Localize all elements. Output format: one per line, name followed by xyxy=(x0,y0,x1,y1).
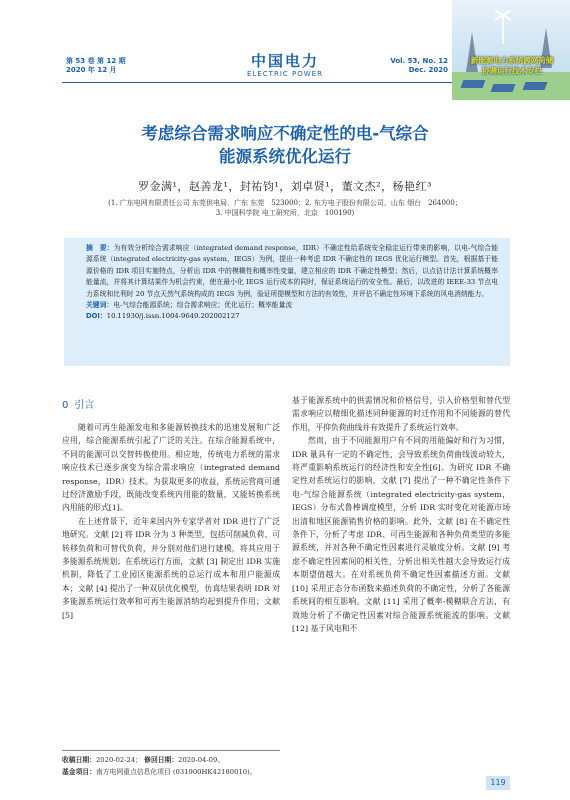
paragraph: 基于能源系统中的供需情况和价格信号，引入价格型和替代型需求响应以精细化描述同种能源的时迁作用和不同能源的替代作用，平抑负荷曲线并有效提升了系统运行效率。 xyxy=(292,396,510,432)
keywords-label: 关键词： xyxy=(86,301,114,310)
page-number: 119 xyxy=(486,776,510,790)
doi-link[interactable]: 10.11930/j.issn.1004-9649.202002127 xyxy=(106,312,240,321)
journal-volume-info-en xyxy=(388,57,448,75)
footnote-fund xyxy=(62,766,292,778)
abstract-block xyxy=(86,243,498,323)
revised-date: 2020-04-09。 xyxy=(178,756,225,764)
footnote-dates xyxy=(62,754,292,766)
header-divider xyxy=(62,82,512,83)
left-column xyxy=(62,396,280,622)
received-label: 收稿日期： xyxy=(62,756,96,764)
publish-date: 2020 年 12 月 xyxy=(66,66,117,74)
paragraph: 随着可再生能源发电和多能源转换技术的迅速发展和广泛应用，综合能源系统引起了广泛的关注。在综合能源系统中，不同的能源可以交替转换使用。相应地，传统电力系统的需求响应技术已逐步演变为综合需求响应（integrated demand response，IDR）技术。为获取更多的收益，系统运营商可通过经济激励手段，既能改变系统内用能的数量，又能转换系统内用能的形式[1]。 xyxy=(62,423,280,513)
footnote-divider xyxy=(62,750,280,751)
banner-line-1: 新能源电力系统源网荷储 xyxy=(470,56,554,65)
keywords-value: 电-气综合能源系统；综合需求响应；优化运行；概率能量流 xyxy=(113,301,293,310)
affiliation-line-2: 3. 中国科学院 电工研究所，北京 100190) xyxy=(215,209,355,217)
solar-panel-icon xyxy=(523,82,548,90)
footnote xyxy=(62,754,292,778)
received-date: 2020-02-24； xyxy=(95,756,142,764)
journal-title: 中国电力 xyxy=(250,52,319,70)
abstract-text xyxy=(86,243,498,300)
volume-issue-en: Vol. 53, No. 12 xyxy=(390,57,448,65)
journal-title-en: ELECTRIC POWER xyxy=(247,70,323,78)
volume-issue: 第 53 卷 第 12 期 xyxy=(66,57,126,65)
doi-label: DOI： xyxy=(86,312,107,321)
affiliations xyxy=(70,198,500,218)
fund-label: 基金项目： xyxy=(62,768,96,776)
keywords xyxy=(86,300,498,311)
right-column xyxy=(292,394,510,635)
affiliation-line-1: (1. 广东电网有限责任公司 东莞供电局，广东 东莞 523000；2. 东方电子股份有限公司，山东 烟台 264000； xyxy=(108,199,462,207)
abstract-label: 摘 要： xyxy=(86,244,114,252)
doi xyxy=(86,311,498,322)
revised-label: 修回日期： xyxy=(144,756,179,764)
column-banner-image xyxy=(452,0,570,100)
abstract-body: 为有效分析综合需求响应（integrated demand response，IDR）不确定性给系统安全稳定运行带来的影响，以电-气综合能源系统（integrated electricity-gas system，IEGS）为例，提出一种考虑 IDR 不确定性的 IEGS 优化运行模型。首先，根据基于能源价格的 IDR 项目实施特点，分析出 IDR 中的模糊性和概率性变量，建立相应的 IDR 不确定性模型；然后，以点估计法计算系统概率能量流，并将其计算结果作为机会约束，使在最小化 IEGS 运行成本的同时，保证系统运行的安全性。最后，以改进的 IEEE-33 节点电力系统和比利时 20 节点天然气系统构成的 IEGS 为例，验证所提模型和方法的有效性，并评估不确定性环境下系统的风电消纳能力。 xyxy=(86,244,498,298)
title-line-2: 能源系统优化运行 xyxy=(219,147,351,166)
section-heading-introduction xyxy=(62,396,280,411)
paper-title xyxy=(0,122,570,168)
publish-date-en: Dec. 2020 xyxy=(408,66,448,74)
solar-panel-icon xyxy=(491,84,516,92)
solar-panel-icon xyxy=(461,80,486,88)
paragraph: 在上述背景下，近年来国内外专家学者对 IDR 进行了广泛地研究。文献 [2] 将 IDR 分为 3 种类型，包括可削减负荷、可转移负荷和可替代负荷，并分别对他们进行建模，将其应用于多能源系统规划；在系统运行方面，文献 [3] 制定出 IDR 实施机制，降低了工业园区能源系统的总运行成本和用户能源成本；文献 [4] 提出了一种双层优化模型，仿真结果表明 IDR 对多能源系统运行效率和可再生能源消纳均起到提升作用；文献 [5] xyxy=(62,516,280,620)
column-banner-label xyxy=(456,56,568,76)
paragraph: 然而，由于不同能源用户有不同的用能偏好和行为习惯，IDR 量具有一定的不确定性，会导致系统负荷曲线波动较大，将严重影响系统运行的经济性和安全性[6]。为研究 IDR 不确定性对系统运行的影响，文献 [7] 提出了一种不确定性条件下电-气综合能源系统（integrated electricity-gas system，IEGS）分布式鲁棒调度模型，分析 IDR 实时变化对能源市场出清和地区能源销售价格的影响。此外，文献 [8] 在不确定性条件下，分析了考虑 IDR、可再生能源和各种负荷类型的多能源系统，并对各种不确定性因素进行灵敏度分析。文献 [9] 考虑不确定性因素间的相关性，分析出相关性越大会导致运行成本期望值越大。在对系统负荷不确定性因素描述方面。文献 [10] 采用正态分布函数来描述负荷的不确定性，分析了各能源系统间的相互影响。文献 [11] 采用了概率-模糊联合方法，有效地分析了不确定性因素对综合能源系统能流的影响。文献 [12] 基于风电和不 xyxy=(292,436,510,633)
title-line-1: 考虑综合需求响应不确定性的电-气综合 xyxy=(141,124,429,143)
section-number: 0 xyxy=(62,400,69,411)
section-title: 引言 xyxy=(74,400,95,411)
author-list: 罗金满¹，赵善龙¹，封祐钧¹，刘卓贤¹，董文杰²，杨艳红³ xyxy=(138,180,432,193)
banner-line-2: 协调运行技术专栏 xyxy=(482,66,542,75)
fund-value: 南方电网重点信息化项目 (031900HK42180010)。 xyxy=(95,768,257,776)
wind-turbine-icon xyxy=(502,14,504,44)
